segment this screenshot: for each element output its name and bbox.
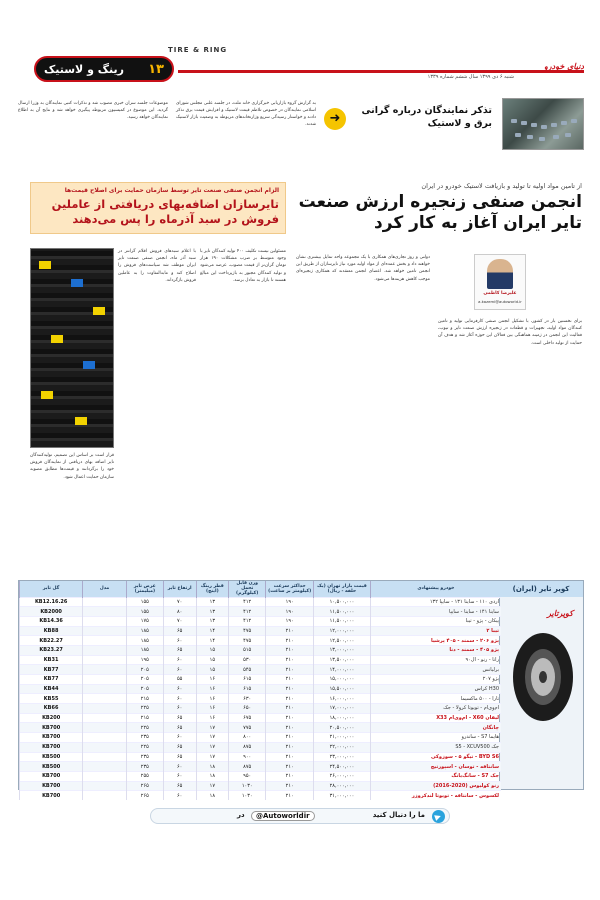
cell-width: ۲۳۵ [126,752,163,762]
cell-height: ۶۵ [163,626,196,636]
cell-speed: ۲۱۰ [266,655,314,665]
top-headline: تذکر نمایندگان درباره گرانی برق و لاستیک [361,105,492,129]
section-title: رینگ و لاستیک [44,62,124,76]
cell-rim: ۱۷ [196,752,229,762]
cell-price: ۱۰,۵۰۰,۰۰۰ [314,597,371,607]
telegram-follow-bar[interactable] [150,808,450,824]
cell-width: ۱۹۵ [126,655,163,665]
cell-cars: رنو کولیوس (2020-2016) [370,781,501,791]
cell-height: ۶۵ [163,781,196,791]
tire-brand-logo: کویرتایر [547,609,573,618]
cell-speed: ۲۱۰ [266,742,314,752]
cell-height: ۷۰ [163,616,196,626]
page-number: ۱۳ [148,61,164,77]
cell-cars: اردی ۱۱۰ - ساینا ۱۳۱ - سایپا ۱۳۲ [370,597,501,607]
cell-rim: ۱۳ [196,616,229,626]
cell-load: ۴۱۲ [229,607,266,617]
cell-pattern [83,684,127,694]
cell-pattern [83,733,127,743]
table-row [20,781,502,791]
left-article [30,182,286,234]
cell-cars: ام‌وی‌ام - تویوتا کرولا - جک [370,704,501,714]
cell-pattern [83,616,127,626]
tire-spec-table [19,581,501,800]
cell-pattern [83,791,127,801]
cell-cars: چانگان [370,723,501,733]
left-article-col-3: قرار است بر اساس این تصمیم، تولیدکنندگان تایر اضافه بهای دریافتی از نمایندگان فروش خود را برگردانند و قیمت‌ها مطابق مصوبه سازمان حمایت اعمال شود. [30,453,114,480]
cell-price: ۳۱,۰۰۰,۰۰۰ [314,791,371,801]
cell-load: ۸۷۵ [229,762,266,772]
cell-height: ۶۰ [163,694,196,704]
cell-price: ۲۴,۵۰۰,۰۰۰ [314,762,371,772]
cell-width: ۲۰۵ [126,665,163,675]
author-email: a.kazemi@autoworld.ir [478,299,522,304]
cell-width: ۲۱۵ [126,713,163,723]
col-header-height: ارتفاع تایر [163,581,196,597]
cell-rim: ۱۸ [196,762,229,772]
cell-speed: ۱۹۰ [266,607,314,617]
cell-speed: ۲۱۰ [266,713,314,723]
cell-height: ۶۰ [163,733,196,743]
cell-load: ۹۵۰ [229,771,266,781]
cell-price: ۲۰,۵۰۰,۰۰۰ [314,723,371,733]
cell-rim: ۱۷ [196,781,229,791]
cell-rim: ۱۸ [196,791,229,801]
left-article-kicker: الزام انجمن صنفی صنعت تایر توسط سازمان حمایت برای اصلاح قیمت‌ها [64,187,279,194]
cell-rim: ۱۶ [196,684,229,694]
cell-model: KB55 [20,694,83,704]
author-avatar [487,259,513,289]
cell-height: ۶۵ [163,645,196,655]
cell-load: ۵۴۵ [229,665,266,675]
cell-rim: ۱۴ [196,626,229,636]
table-row [20,742,502,752]
cell-rim: ۱۴ [196,636,229,646]
cell-model: KB44 [20,684,83,694]
cell-height: ۷۰ [163,597,196,607]
left-article-col-1: مسئولین نیست تکلیف ۴۰۰ تولید کنندگان تایر با وجود متوسط بر ضرب مشکلات ۱۹۰ هزار تومان گران‌تر از قیمت مصوب، عرضه می‌شود و تولید کنندگان مجبور به بازپرداخت این مبالغ هستند تا بازار به تعادل برسد. [200,249,286,283]
cell-price: ۲۲,۰۰۰,۰۰۰ [314,742,371,752]
header-rule [178,70,584,73]
col-header-model: گل تایر [20,581,83,597]
cell-price: ۱۵,۵۰۰,۰۰۰ [314,684,371,694]
top-text-1: به گزارش گروه بازاریابی خبرگزاری خانه ملت، در جلسه علنی مجلس شورای اسلامی نمایندگان در خصوص تلاطم قیمت لاستیک و افزایش قیمت برق تذکر دادند و خواستار رسیدگی سریع وزارتخانه‌های مربوطه به وضعیت بازار لاستیک شدند. [176,101,316,127]
col-header-speed: حداکثر سرعت (کیلومتر بر ساعت) [266,581,314,597]
cell-height: ۶۵ [163,742,196,752]
cell-pattern [83,636,127,646]
cell-price: ۱۱,۵۰۰,۰۰۰ [314,616,371,626]
tire-price-table-section [18,580,584,799]
right-article-title: انجمن صنفی زنجیره ارزش صنعت تایر ایران آغاز به کار کرد [298,192,582,233]
table-row [20,752,502,762]
cell-pattern [83,607,127,617]
cell-cars: BYD S6 - تیگو ۵ - سوزوکی [370,752,501,762]
cell-model: KB77 [20,665,83,675]
cell-model: KB500 [20,762,83,772]
cell-load: ۶۱۵ [229,684,266,694]
cell-height: ۶۰ [163,704,196,714]
cell-price: ۲۶,۰۰۰,۰۰۰ [314,771,371,781]
cell-rim: ۱۶ [196,704,229,714]
cell-model: KB88 [20,626,83,636]
section-logo [34,56,174,82]
cell-cars: لکسوس - سانتافه - تویوتا لندکروزر [370,791,501,801]
masthead [18,46,584,90]
cell-price: ۱۸,۰۰۰,۰۰۰ [314,713,371,723]
table-row [20,636,502,646]
cell-pattern [83,713,127,723]
tire-icon [509,619,577,729]
cell-pattern [83,645,127,655]
cell-load: ۶۱۵ [229,675,266,685]
cell-cars: پژو ۲۰۷ [370,675,501,685]
cell-model: KB700 [20,781,83,791]
cell-width: ۱۵۵ [126,607,163,617]
col-header-rim: قطر رینگ (اینچ) [196,581,229,597]
cell-width: ۲۲۵ [126,704,163,714]
cell-width: ۱۸۵ [126,636,163,646]
cell-load: ۱۰۳۰ [229,791,266,801]
table-row [20,684,502,694]
table-row [20,694,502,704]
table-row [20,626,502,636]
cell-cars: سانتافه - توسان - اسپورتیج [370,762,501,772]
col-header-load: وزن قابل تحمل (کیلوگرم) [229,581,266,597]
telegram-handle-link[interactable]: @Autoworldir [251,811,315,821]
cell-height: ۵۵ [163,675,196,685]
table-row [20,607,502,617]
cell-model: KB66 [20,704,83,714]
cell-speed: ۲۱۰ [266,771,314,781]
cell-price: ۲۸,۰۰۰,۰۰۰ [314,781,371,791]
cell-height: ۶۰ [163,791,196,801]
top-text-2: موضوعات جلسه سران خبری مصوب شد و تذکرات کتبی نمایندگان به وزرا ارسال گردید. این موضوع در کمیسیون مربوطه پیگیری خواهد شد و نتایج آن به اطلاع نمایندگان خواهد رسید. [18,101,168,120]
cell-cars: برلیانس [370,665,501,675]
cell-width: ۲۶۵ [126,781,163,791]
cell-pattern [83,675,127,685]
cell-rim: ۱۸ [196,771,229,781]
cell-price: ۱۴,۰۰۰,۰۰۰ [314,665,371,675]
cell-height: ۶۰ [163,665,196,675]
cell-cars: جک S5 - XCUV500 [370,742,501,752]
cell-load: ۶۷۵ [229,713,266,723]
cell-model: KB14.36 [20,616,83,626]
table-row [20,723,502,733]
cell-speed: ۲۱۰ [266,781,314,791]
cell-cars: پژو ۲۰۶ - سمند - ۴۰۵ پرشیا [370,636,501,646]
cell-load: ۸۷۵ [229,742,266,752]
top-news-band [18,98,584,156]
cell-load: ۹۰۰ [229,752,266,762]
col-header-price: قیمت بازار تهران (یک حلقه - ریال) [314,581,371,597]
cell-width: ۲۲۵ [126,723,163,733]
cell-height: ۶۰ [163,762,196,772]
cell-price: ۲۳,۰۰۰,۰۰۰ [314,752,371,762]
left-article-header [30,182,286,234]
cell-price: ۱۳,۵۰۰,۰۰۰ [314,655,371,665]
right-article-kicker: از تامین مواد اولیه تا تولید و بازیافت لاستیک خودرو در ایران [421,182,582,190]
right-article [296,182,582,234]
cell-pattern [83,771,127,781]
cell-cars: ساینا ۱۴۱ - ساینا - سایپا [370,607,501,617]
cell-pattern [83,723,127,733]
cell-speed: ۲۱۰ [266,645,314,655]
left-article-title: تایرسازان اضافه‌بهای دریافتی از عاملین فروش در سبد آذرماه را پس می‌دهند [51,197,279,226]
table-row [20,597,502,607]
table-row [20,616,502,626]
cell-width: ۲۳۵ [126,762,163,772]
cell-rim: ۱۷ [196,742,229,752]
cell-speed: ۲۱۰ [266,733,314,743]
cell-speed: ۲۱۰ [266,626,314,636]
table-header-row [20,581,502,597]
cell-rim: ۱۳ [196,597,229,607]
cell-speed: ۱۹۰ [266,597,314,607]
cell-load: ۵۳۰ [229,655,266,665]
right-article-col-2: دولتی و روز تجاری‌های همکاری با یک مجموعه واحد تمایل بیشتری نشان خواهند داد و بخش عمده‌ای از مواد اولیه مورد نیاز تایرسازان از طریق این انجمن تامین خواهد شد. اعضای انجمن معتقدند که همکاری زنجیره‌ای موجب کاهش هزینه‌ها می‌شود. [296,255,430,282]
cell-height: ۶۰ [163,771,196,781]
cell-height: ۶۵ [163,752,196,762]
cell-width: ۱۸۵ [126,645,163,655]
cell-load: ۴۱۲ [229,616,266,626]
cell-speed: ۲۱۰ [266,675,314,685]
cell-model: KB23.27 [20,645,83,655]
cell-pattern [83,655,127,665]
cell-load: ۵۱۵ [229,645,266,655]
cell-model: KB77 [20,675,83,685]
cell-pattern [83,597,127,607]
cell-width: ۲۵۵ [126,771,163,781]
follow-text: ما را دنبال کنید [372,811,425,819]
site-logo: دنیای خودرو [543,62,584,71]
cell-load: ۶۳۰ [229,694,266,704]
cell-rim: ۱۶ [196,675,229,685]
brand-panel [499,581,583,789]
cell-load: ۴۱۲ [229,597,266,607]
cell-cars: پژو ۴۰۵ - سمند - دنا [370,645,501,655]
cell-height: ۶۰ [163,655,196,665]
cell-model: KB31 [20,655,83,665]
cell-model: KB700 [20,723,83,733]
cell-height: ۶۰ [163,684,196,694]
cell-price: ۱۷,۰۰۰,۰۰۰ [314,704,371,714]
author-box [474,254,526,310]
cell-model: KB700 [20,771,83,781]
cell-load: ۴۷۵ [229,626,266,636]
table-row [20,665,502,675]
cell-width: ۲۱۵ [126,694,163,704]
table-row [20,675,502,685]
cell-rim: ۱۶ [196,713,229,723]
cell-pattern [83,665,127,675]
cell-width: ۲۳۵ [126,733,163,743]
cell-width: ۱۷۵ [126,616,163,626]
table-row [20,771,502,781]
right-article-col-1: برای نخستین بار در کشور، با تشکیل انجمن صنفی کارفرمایی تولید و تامین کنندگان مواد اولیه، تجهیزات و قطعات در زنجیره ارزش صنعت تایر و تیوب، فعالیت این انجمن در زمینه هماهنگی بین فعالان این حوزه آغاز شد و هدف آن حمایت از تولید داخلی است. [438,319,582,346]
cell-load: ۱۰۳۰ [229,781,266,791]
follow-prefix: در [237,811,245,819]
cell-rim: ۱۶ [196,694,229,704]
col-header-pattern: مدل [83,581,127,597]
cell-pattern [83,626,127,636]
cell-rim: ۱۷ [196,723,229,733]
cell-cars: H30 کراس [370,684,501,694]
cell-width: ۱۸۵ [126,626,163,636]
cell-price: ۱۲,۰۰۰,۰۰۰ [314,626,371,636]
issue-date: شنبه ۶ دی ۱۳۹۹ سال ششم شماره ۱۳۳۹ [427,74,514,80]
tire-stack-photo [30,248,114,448]
cell-speed: ۲۱۰ [266,704,314,714]
cell-model: KB12.16.26 [20,597,83,607]
cell-load: ۸۰۰ [229,733,266,743]
cell-width: ۲۶۵ [126,791,163,801]
cell-price: ۱۶,۰۰۰,۰۰۰ [314,694,371,704]
cell-pattern [83,742,127,752]
cell-model: KB500 [20,752,83,762]
cell-price: ۱۲,۵۰۰,۰۰۰ [314,636,371,646]
cell-speed: ۲۱۰ [266,762,314,772]
cell-rim: ۱۷ [196,733,229,743]
left-article-col-2: با اعلام سبدهای فروش اقلام گرانتر در سبد آذر ماه، انجمن صنفی صنعت تایر ایران موظف شد سیاست‌های فروش را اصلاح کند و مابه‌التفاوت را به عاملین فروش بازگرداند. [118,249,196,283]
cell-model: KB700 [20,733,83,743]
cell-height: ۸۰ [163,607,196,617]
table-row [20,791,502,801]
cell-pattern [83,694,127,704]
author-name: علیرضا کاظمی [483,291,517,296]
cell-price: ۲۱,۰۰۰,۰۰۰ [314,733,371,743]
table-row [20,762,502,772]
brand-header: کویر تایر (ایران) [499,581,583,597]
cell-rim: ۱۵ [196,665,229,675]
cell-cars: جک S7 - سانگ‌یانگ [370,771,501,781]
cell-speed: ۲۱۰ [266,752,314,762]
cell-height: ۶۵ [163,723,196,733]
cell-speed: ۲۱۰ [266,636,314,646]
cell-cars: هایما S7 - ساندرو [370,733,501,743]
table-row [20,645,502,655]
cell-price: ۱۱,۵۰۰,۰۰۰ [314,607,371,617]
cell-pattern [83,704,127,714]
telegram-icon [432,810,445,823]
col-header-cars: خودرو پیشنهادی [370,581,501,597]
cell-width: ۱۵۵ [126,597,163,607]
cell-cars: تیبا ۲ [370,626,501,636]
cell-rim: ۱۳ [196,607,229,617]
cell-pattern [83,762,127,772]
cell-speed: ۲۱۰ [266,791,314,801]
table-row [20,655,502,665]
cell-cars: تارا - ۵۰۰ ماکسیما [370,694,501,704]
cell-model: KB22.27 [20,636,83,646]
cell-width: ۲۰۵ [126,684,163,694]
cell-model: KB200 [20,713,83,723]
col-header-width: عرض تایر (میلیمتر) [126,581,163,597]
cell-rim: ۱۵ [196,645,229,655]
table-row [20,704,502,714]
cell-cars: رانا - رنو - ال۹۰ [370,655,501,665]
cell-load: ۴۷۵ [229,636,266,646]
table-row [20,733,502,743]
brand-tag: TIRE & RING [168,46,228,54]
cell-model: KB700 [20,742,83,752]
cell-height: ۶۵ [163,713,196,723]
cell-pattern [83,752,127,762]
arrow-left-icon: ➜ [324,108,346,130]
cell-price: ۱۳,۰۰۰,۰۰۰ [314,645,371,655]
cell-width: ۲۲۵ [126,742,163,752]
cell-rim: ۱۵ [196,655,229,665]
cell-speed: ۱۹۰ [266,616,314,626]
cell-speed: ۲۱۰ [266,665,314,675]
parliament-photo [502,98,584,150]
cell-cars: پیکان - پژو - تیبا [370,616,501,626]
cell-height: ۶۰ [163,636,196,646]
cell-cars: لیفان X60 - ام‌وی‌ام X33 [370,713,501,723]
cell-price: ۱۵,۰۰۰,۰۰۰ [314,675,371,685]
cell-pattern [83,781,127,791]
cell-model: KB700 [20,791,83,801]
cell-model: KB2000 [20,607,83,617]
cell-load: ۶۵۰ [229,704,266,714]
cell-speed: ۲۱۰ [266,723,314,733]
table-row [20,713,502,723]
cell-load: ۷۷۵ [229,723,266,733]
cell-width: ۲۰۵ [126,675,163,685]
cell-speed: ۲۱۰ [266,684,314,694]
cell-speed: ۲۱۰ [266,694,314,704]
